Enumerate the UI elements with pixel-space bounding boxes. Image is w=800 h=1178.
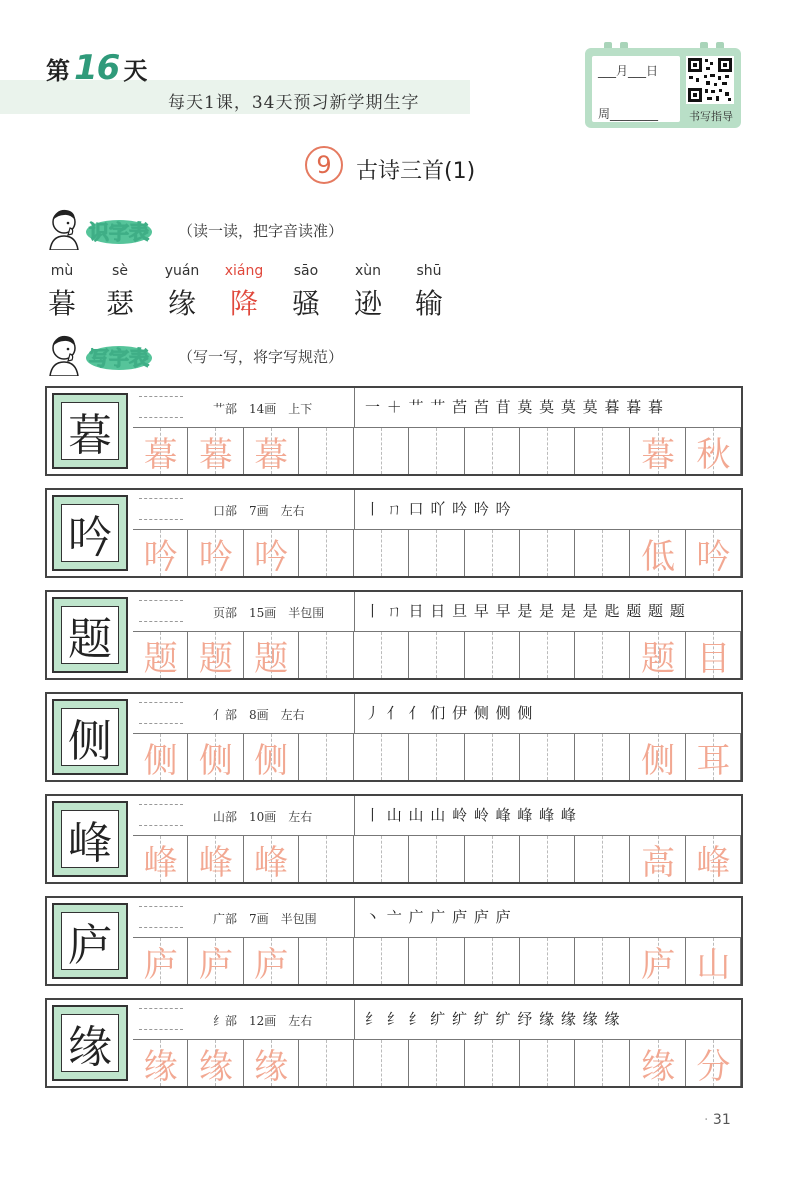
stroke-order-cell	[355, 592, 741, 632]
pinyin-ruler	[139, 1008, 183, 1030]
qr-label: 书写指导	[689, 110, 733, 123]
model-char: 暮	[61, 402, 119, 460]
trace-char: 峰	[198, 842, 233, 883]
writing-grid[interactable]	[133, 1040, 741, 1086]
stroke-order: 一 ＋ 艹 艹 苩 苩 苜 莫 莫 莫 莫 暮 暮 暮	[365, 398, 664, 416]
writing-grid[interactable]	[133, 836, 741, 882]
model-char: 吟	[61, 504, 119, 562]
trace-char: 缘	[254, 1046, 289, 1087]
stroke-order-cell	[355, 1000, 741, 1040]
writing-cell[interactable]	[520, 836, 575, 882]
model-char-box	[52, 495, 128, 571]
stroke-order: 丿 亻 亻 们 伊 侧 侧 侧	[365, 704, 534, 722]
char-info-cell	[133, 592, 355, 632]
trace-char: 题	[254, 638, 289, 679]
word-char-1: 缘	[641, 1046, 676, 1087]
writing-grid[interactable]	[133, 530, 741, 576]
practice-row	[45, 998, 743, 1088]
char-info-cell	[133, 388, 355, 428]
word-char-2: 目	[696, 638, 731, 679]
page-number: · 31	[704, 1112, 731, 1128]
writing-cell[interactable]	[575, 734, 630, 780]
writing-cell[interactable]	[409, 428, 464, 474]
write-section-note: （写一写，将字写规范）	[178, 348, 344, 366]
word-char-1: 侧	[641, 740, 676, 781]
stroke-order-cell	[355, 796, 741, 836]
writing-cell[interactable]	[409, 530, 464, 576]
read-char-1: 暮	[47, 287, 76, 320]
trace-char: 吟	[143, 536, 178, 577]
read-char-5: 骚	[291, 287, 320, 320]
writing-cell[interactable]	[299, 734, 354, 780]
char-info-cell	[133, 694, 355, 734]
word-char-2: 吟	[696, 536, 731, 577]
trace-char: 侧	[143, 740, 178, 781]
stroke-order: 丨 ㄇ 口 吖 吟 吟 吟	[365, 500, 512, 518]
trace-char: 缘	[198, 1046, 233, 1087]
writing-cell[interactable]	[354, 530, 409, 576]
model-char: 题	[61, 606, 119, 664]
lesson-title: 古诗三首(1)	[356, 159, 476, 184]
word-char-1: 题	[641, 638, 676, 679]
writing-cell[interactable]	[354, 1040, 409, 1086]
qr-code-icon[interactable]	[686, 56, 734, 104]
writing-cell[interactable]	[465, 530, 520, 576]
word-char-1: 庐	[641, 944, 676, 985]
day-prefix: 第	[46, 57, 70, 85]
practice-row	[45, 488, 743, 578]
writing-cell[interactable]	[299, 530, 354, 576]
writing-cell[interactable]	[354, 428, 409, 474]
char-info-cell	[133, 1000, 355, 1040]
read-char-2: 瑟	[105, 287, 134, 320]
writing-cell[interactable]	[465, 1040, 520, 1086]
pinyin-2: sè	[112, 263, 128, 279]
read-section-note: （读一读，把字音读准）	[178, 222, 344, 240]
trace-char: 峰	[143, 842, 178, 883]
writing-grid[interactable]	[133, 632, 741, 678]
write-section-label	[86, 342, 153, 371]
writing-cell[interactable]	[409, 734, 464, 780]
writing-grid[interactable]	[133, 734, 741, 780]
writing-cell[interactable]	[409, 938, 464, 984]
word-char-1: 高	[641, 842, 676, 883]
writing-cell[interactable]	[575, 428, 630, 474]
stroke-order-cell	[355, 898, 741, 938]
stroke-order-cell	[355, 694, 741, 734]
writing-cell[interactable]	[575, 530, 630, 576]
writing-cell[interactable]	[520, 530, 575, 576]
writing-cell[interactable]	[299, 632, 354, 678]
stroke-order-cell	[355, 388, 741, 428]
char-info: 山部 10画 左右	[213, 810, 313, 824]
word-char-1: 低	[641, 536, 676, 577]
slogan: 每天1课，34天预习新学期生字	[168, 93, 420, 113]
char-info-cell	[133, 490, 355, 530]
writing-cell[interactable]	[520, 1040, 575, 1086]
model-char-box	[52, 597, 128, 673]
word-char-2: 分	[696, 1046, 731, 1087]
pinyin-6: xùn	[354, 263, 382, 279]
char-info-cell	[133, 898, 355, 938]
week-line: 周________	[598, 107, 659, 121]
day-title	[46, 48, 147, 88]
writing-cell[interactable]	[354, 836, 409, 882]
practice-row	[45, 386, 743, 476]
writing-cell[interactable]	[575, 1040, 630, 1086]
writing-cell[interactable]	[299, 836, 354, 882]
word-char-2: 秋	[696, 434, 731, 475]
word-char-2: 峰	[696, 842, 731, 883]
trace-char: 暮	[198, 434, 233, 475]
model-char-box	[52, 903, 128, 979]
writing-cell[interactable]	[575, 836, 630, 882]
pinyin-ruler	[139, 600, 183, 622]
stroke-order: 丨 山 山 山 岭 岭 峰 峰 峰 峰	[365, 806, 577, 824]
model-char: 侧	[61, 708, 119, 766]
pinyin-ruler	[139, 702, 183, 724]
char-info: 口部 7画 左右	[213, 504, 305, 518]
writing-cell[interactable]	[354, 734, 409, 780]
model-char-box	[52, 393, 128, 469]
trace-char: 庐	[254, 944, 289, 985]
read-char-7: 输	[414, 287, 443, 320]
writing-grid[interactable]	[133, 938, 741, 984]
read-section-label-text: 识字表	[86, 220, 152, 244]
writing-cell[interactable]	[409, 1040, 464, 1086]
char-info: 艹部 14画 上下	[213, 402, 313, 416]
lesson-number-badge: 9	[305, 146, 343, 184]
trace-char: 暮	[254, 434, 289, 475]
trace-char: 庐	[143, 944, 178, 985]
date-line: ___月___日	[598, 64, 659, 78]
char-info-cell	[133, 796, 355, 836]
trace-char: 吟	[198, 536, 233, 577]
stroke-order: 丨 ㄇ 日 日 旦 早 早 是 是 是 是 匙 题 题 题	[365, 602, 686, 620]
trace-char: 吟	[254, 536, 289, 577]
practice-row	[45, 896, 743, 986]
writing-grid[interactable]	[133, 428, 741, 474]
writing-cell[interactable]	[575, 938, 630, 984]
writing-cell[interactable]	[409, 632, 464, 678]
trace-char: 缘	[143, 1046, 178, 1087]
char-info: 页部 15画 半包围	[213, 606, 325, 620]
trace-char: 题	[198, 638, 233, 679]
practice-row	[45, 692, 743, 782]
model-char: 峰	[61, 810, 119, 868]
model-char: 缘	[61, 1014, 119, 1072]
writing-cell[interactable]	[520, 734, 575, 780]
word-char-1: 暮	[641, 434, 676, 475]
writing-cell[interactable]	[299, 428, 354, 474]
trace-char: 庐	[198, 944, 233, 985]
char-info: 亻部 8画 左右	[213, 708, 305, 722]
writing-cell[interactable]	[299, 938, 354, 984]
stroke-order-cell	[355, 490, 741, 530]
read-char-4: 降	[229, 287, 258, 320]
writing-cell[interactable]	[299, 1040, 354, 1086]
day-number: 16	[74, 48, 120, 88]
kid-writing-icon	[44, 332, 82, 376]
stroke-order: 纟 纟 纟 纩 纩 纩 纩 纾 缘 缘 缘 缘	[365, 1010, 621, 1028]
trace-char: 暮	[143, 434, 178, 475]
writing-cell[interactable]	[465, 938, 520, 984]
writing-cell[interactable]	[575, 632, 630, 678]
writing-cell[interactable]	[409, 836, 464, 882]
pinyin-ruler	[139, 396, 183, 418]
practice-row	[45, 590, 743, 680]
pinyin-ruler	[139, 804, 183, 826]
char-info: 广部 7画 半包围	[213, 912, 317, 926]
pinyin-ruler	[139, 906, 183, 928]
write-section-label-text: 写字表	[86, 346, 152, 370]
pinyin-5: sāo	[293, 263, 319, 279]
kid-reading-icon	[44, 206, 82, 250]
practice-row	[45, 794, 743, 884]
trace-char: 侧	[254, 740, 289, 781]
writing-cell[interactable]	[465, 632, 520, 678]
writing-cell[interactable]	[465, 428, 520, 474]
writing-cell[interactable]	[354, 632, 409, 678]
model-char-box	[52, 1005, 128, 1081]
pinyin-7: shū	[416, 263, 442, 279]
stroke-order: 丶 亠 广 广 庐 庐 庐	[365, 908, 512, 926]
trace-char: 题	[143, 638, 178, 679]
pinyin-ruler	[139, 498, 183, 520]
read-char-3: 缘	[167, 287, 196, 320]
writing-cell[interactable]	[520, 938, 575, 984]
writing-cell[interactable]	[465, 734, 520, 780]
pinyin-1: mù	[50, 263, 74, 279]
writing-cell[interactable]	[520, 428, 575, 474]
writing-cell[interactable]	[354, 938, 409, 984]
word-char-2: 山	[696, 944, 731, 985]
trace-char: 峰	[254, 842, 289, 883]
read-section-label	[86, 216, 153, 245]
writing-cell[interactable]	[465, 836, 520, 882]
pinyin-4: xiáng	[224, 263, 264, 279]
pinyin-3: yuán	[164, 263, 200, 279]
writing-cell[interactable]	[520, 632, 575, 678]
trace-char: 侧	[198, 740, 233, 781]
read-char-6: 逊	[353, 287, 382, 320]
model-char-box	[52, 801, 128, 877]
day-suffix: 天	[123, 57, 148, 85]
model-char: 庐	[61, 912, 119, 970]
word-char-2: 耳	[696, 740, 731, 781]
model-char-box	[52, 699, 128, 775]
char-info: 纟部 12画 左右	[213, 1014, 313, 1028]
